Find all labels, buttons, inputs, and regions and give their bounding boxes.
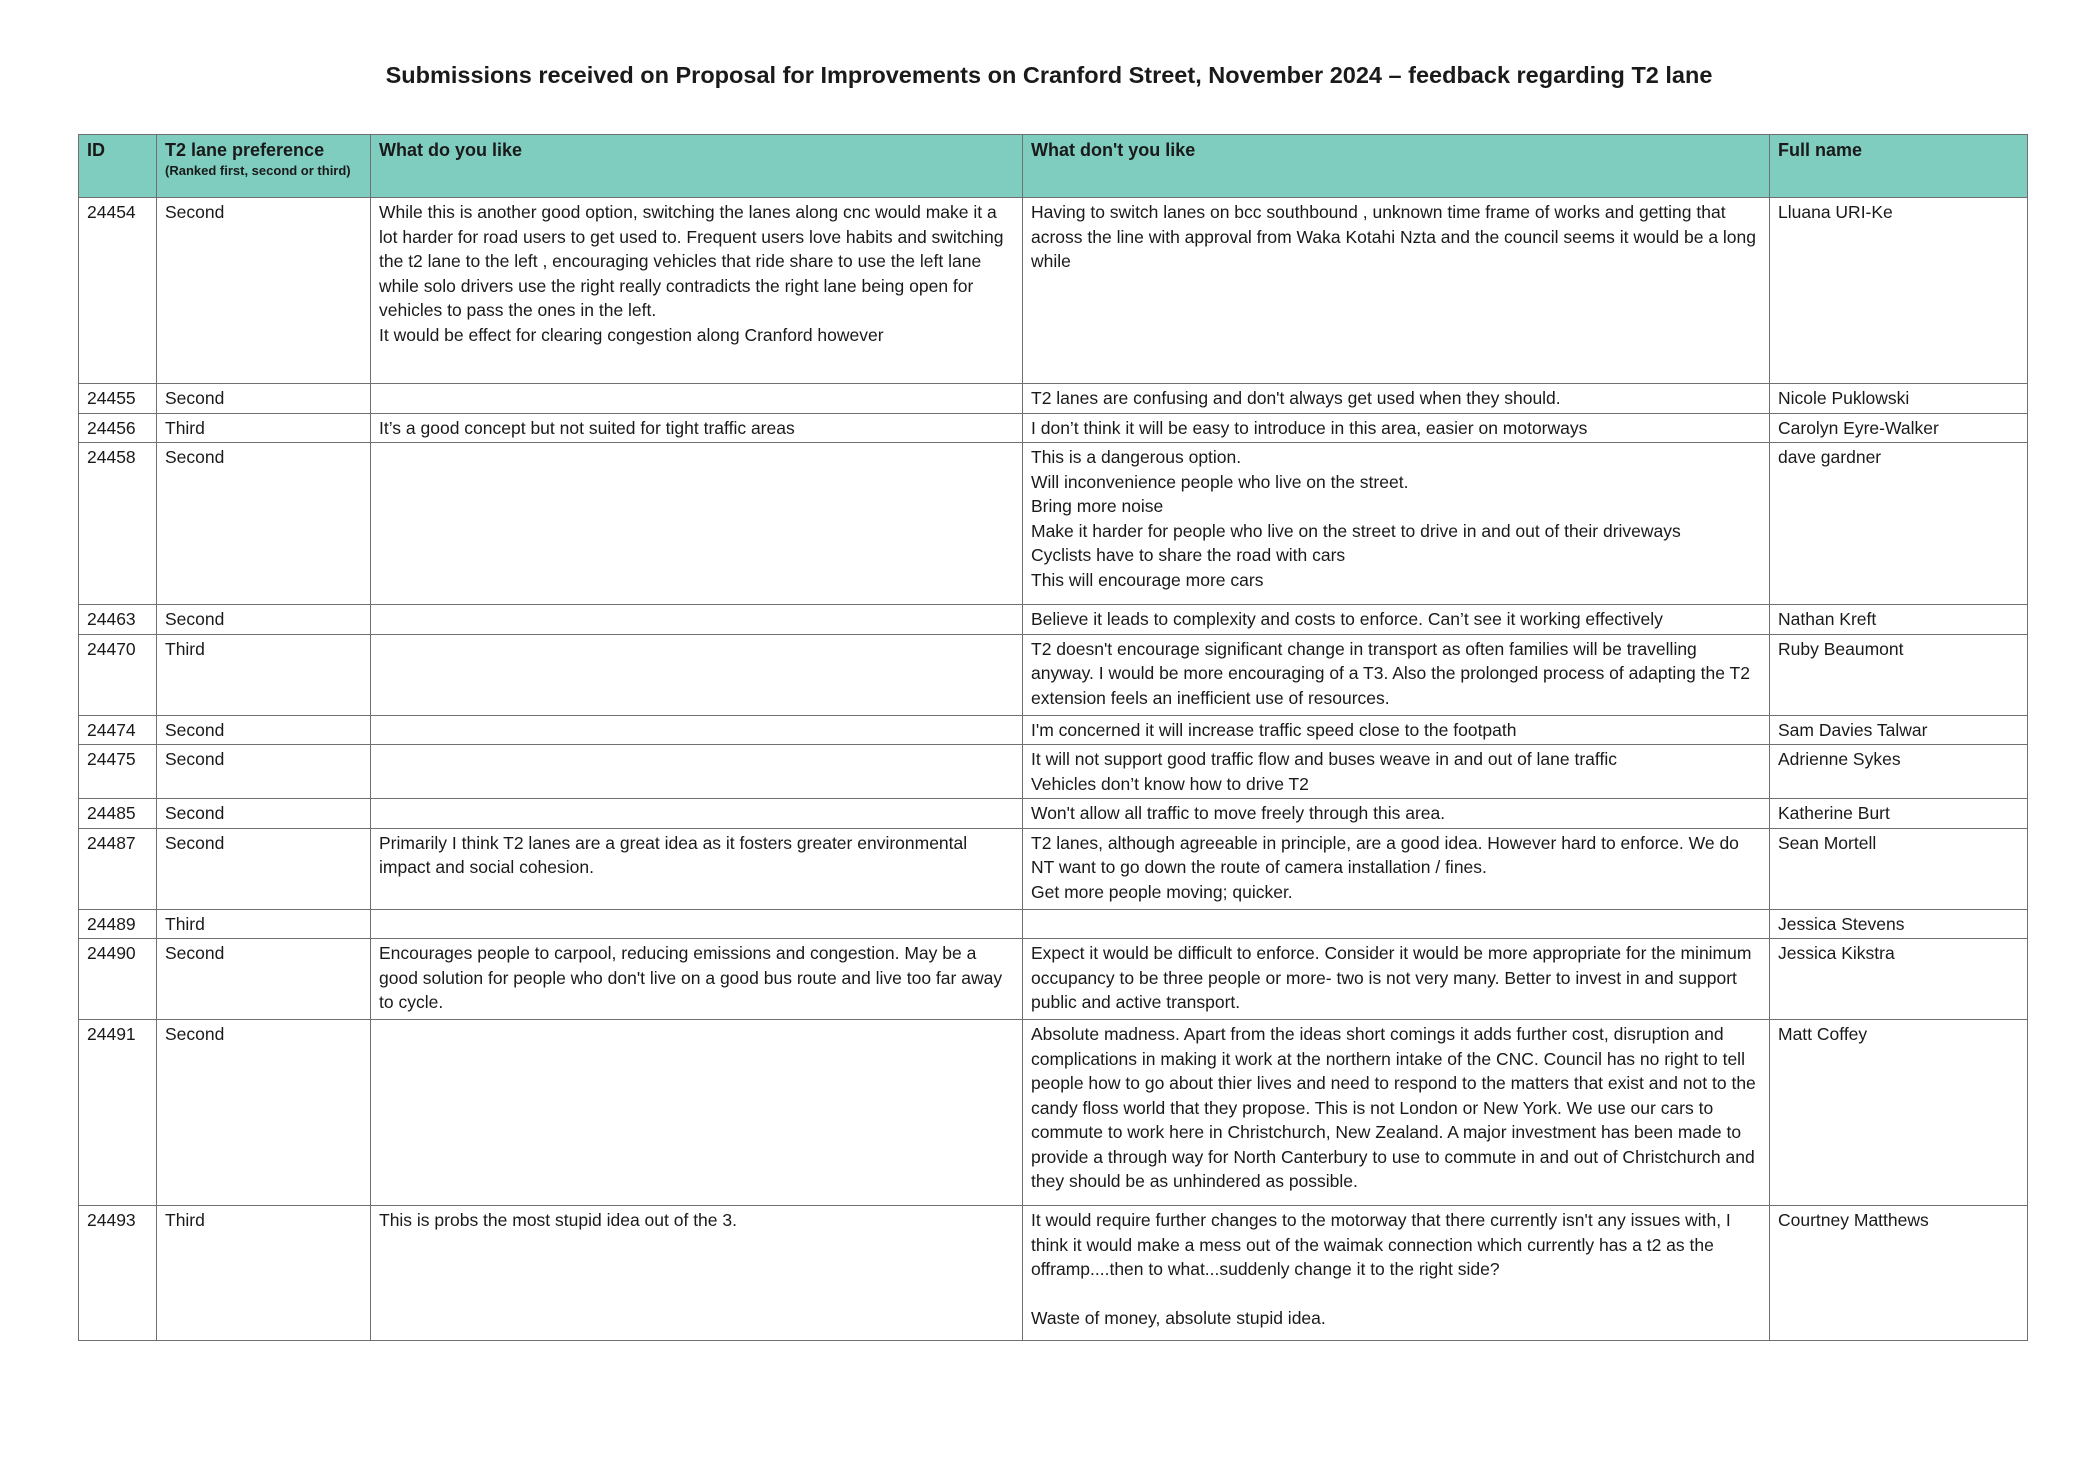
cell-preference: Second bbox=[157, 939, 371, 1020]
column-header-id: ID bbox=[79, 135, 157, 198]
cell-dislikes: Believe it leads to complexity and costs to enforce. Can’t see it working effectively bbox=[1023, 605, 1770, 635]
cell-name: Nicole Puklowski bbox=[1770, 384, 2028, 414]
cell-dislikes: T2 doesn't encourage significant change in transport as often families will be travelling anyway. I would be more encouraging of a T3. Also the prolonged process of adapting the T2 extension feels an inefficient use of resources. bbox=[1023, 634, 1770, 715]
cell-id: 24456 bbox=[79, 413, 157, 443]
cell-dislikes bbox=[1023, 909, 1770, 939]
column-header-dislikes: What don't you like bbox=[1023, 135, 1770, 198]
page-title: Submissions received on Proposal for Improvements on Cranford Street, November 2024 – feedback regarding T2 lane bbox=[385, 62, 1713, 88]
cell-name: dave gardner bbox=[1770, 443, 2028, 605]
cell-dislikes: I'm concerned it will increase traffic speed close to the footpath bbox=[1023, 715, 1770, 745]
cell-preference: Third bbox=[157, 634, 371, 715]
cell-id: 24458 bbox=[79, 443, 157, 605]
cell-likes bbox=[371, 715, 1023, 745]
cell-preference: Third bbox=[157, 1206, 371, 1341]
cell-preference: Second bbox=[157, 828, 371, 909]
cell-dislikes: T2 lanes are confusing and don't always get used when they should. bbox=[1023, 384, 1770, 414]
cell-dislikes: It will not support good traffic flow and buses weave in and out of lane traffic Vehicles don’t know how to drive T2 bbox=[1023, 745, 1770, 799]
cell-id: 24489 bbox=[79, 909, 157, 939]
column-header-likes: What do you like bbox=[371, 135, 1023, 198]
column-header-preference-label: T2 lane preference bbox=[165, 140, 325, 160]
cell-likes bbox=[371, 443, 1023, 605]
table-row bbox=[79, 198, 2028, 384]
cell-id: 24485 bbox=[79, 799, 157, 829]
cell-preference: Third bbox=[157, 413, 371, 443]
cell-id: 24463 bbox=[79, 605, 157, 635]
cell-name: Carolyn Eyre-Walker bbox=[1770, 413, 2028, 443]
column-header-preference-note: (Ranked first, second or third) bbox=[165, 163, 351, 178]
cell-dislikes: Expect it would be difficult to enforce. Consider it would be more appropriate for the minimum occupancy to be three people or more- two is not very many. Better to invest in and support public and active transport. bbox=[1023, 939, 1770, 1020]
cell-id: 24455 bbox=[79, 384, 157, 414]
cell-id: 24491 bbox=[79, 1020, 157, 1206]
cell-preference: Second bbox=[157, 745, 371, 799]
cell-dislikes: T2 lanes, although agreeable in principle, are a good idea. However hard to enforce. We do NT want to go down the route of camera installation / fines. Get more people moving; quicker. bbox=[1023, 828, 1770, 909]
table-row bbox=[79, 443, 2028, 605]
table-row bbox=[79, 799, 2028, 829]
cell-preference: Third bbox=[157, 909, 371, 939]
table-row bbox=[79, 939, 2028, 1020]
table-row bbox=[79, 605, 2028, 635]
cell-likes: While this is another good option, switching the lanes along cnc would make it a lot harder for road users to get used to. Frequent users love habits and switching the t2 lane to the left , encouraging vehicles that ride share to use the left lane while solo drivers use the right really contradicts the right lane being open for vehicles to pass the ones in the left. It would be effect for clearing congestion along Cranford however bbox=[371, 198, 1023, 384]
cell-dislikes: It would require further changes to the motorway that there currently isn't any issues with, I think it would make a mess out of the waimak connection which currently has a t2 as the offramp....then to what...suddenly change it to the right side? Waste of money, absolute stupid idea. bbox=[1023, 1206, 1770, 1341]
cell-name: Matt Coffey bbox=[1770, 1020, 2028, 1206]
column-header-name: Full name bbox=[1770, 135, 2028, 198]
cell-likes bbox=[371, 384, 1023, 414]
column-header-preference bbox=[157, 135, 371, 198]
table-row bbox=[79, 745, 2028, 799]
submissions-table bbox=[78, 134, 2028, 1341]
cell-name: Jessica Kikstra bbox=[1770, 939, 2028, 1020]
cell-preference: Second bbox=[157, 799, 371, 829]
cell-name: Ruby Beaumont bbox=[1770, 634, 2028, 715]
cell-preference: Second bbox=[157, 1020, 371, 1206]
cell-likes: It’s a good concept but not suited for tight traffic areas bbox=[371, 413, 1023, 443]
cell-likes bbox=[371, 909, 1023, 939]
cell-preference: Second bbox=[157, 384, 371, 414]
cell-id: 24490 bbox=[79, 939, 157, 1020]
cell-dislikes: This is a dangerous option. Will inconvenience people who live on the street. Bring more noise Make it harder for people who live on the street to drive in and out of their driveways Cyclists have to share the road with cars This will encourage more cars bbox=[1023, 443, 1770, 605]
cell-name: Sean Mortell bbox=[1770, 828, 2028, 909]
cell-name: Lluana URI-Ke bbox=[1770, 198, 2028, 384]
cell-id: 24475 bbox=[79, 745, 157, 799]
cell-likes bbox=[371, 605, 1023, 635]
table-row bbox=[79, 634, 2028, 715]
cell-name: Katherine Burt bbox=[1770, 799, 2028, 829]
cell-name: Jessica Stevens bbox=[1770, 909, 2028, 939]
cell-id: 24493 bbox=[79, 1206, 157, 1341]
cell-id: 24474 bbox=[79, 715, 157, 745]
cell-preference: Second bbox=[157, 715, 371, 745]
cell-name: Nathan Kreft bbox=[1770, 605, 2028, 635]
cell-preference: Second bbox=[157, 605, 371, 635]
cell-preference: Second bbox=[157, 443, 371, 605]
cell-likes: This is probs the most stupid idea out of the 3. bbox=[371, 1206, 1023, 1341]
cell-likes bbox=[371, 1020, 1023, 1206]
cell-likes: Primarily I think T2 lanes are a great idea as it fosters greater environmental impact and social cohesion. bbox=[371, 828, 1023, 909]
cell-id: 24470 bbox=[79, 634, 157, 715]
cell-id: 24487 bbox=[79, 828, 157, 909]
cell-preference: Second bbox=[157, 198, 371, 384]
cell-name: Adrienne Sykes bbox=[1770, 745, 2028, 799]
cell-dislikes: Absolute madness. Apart from the ideas short comings it adds further cost, disruption and complications in making it work at the northern intake of the CNC. Council has no right to tell people how to go about thier lives and need to respond to the matters that exist and not to the candy floss world that they propose. This is not London or New York. We use our cars to commute to work here in Christchurch, New Zealand. A major investment has been made to provide a through way for North Canterbury to use to commute in and out of Christchurch and they should be as unhindered as possible. bbox=[1023, 1020, 1770, 1206]
cell-likes bbox=[371, 634, 1023, 715]
table-row bbox=[79, 828, 2028, 909]
cell-dislikes: Having to switch lanes on bcc southbound , unknown time frame of works and getting that across the line with approval from Waka Kotahi Nzta and the council seems it would be a long while bbox=[1023, 198, 1770, 384]
cell-likes bbox=[371, 799, 1023, 829]
table-header-row bbox=[79, 135, 2028, 198]
table-row bbox=[79, 1206, 2028, 1341]
cell-name: Sam Davies Talwar bbox=[1770, 715, 2028, 745]
cell-id: 24454 bbox=[79, 198, 157, 384]
table-row bbox=[79, 1020, 2028, 1206]
table-row bbox=[79, 909, 2028, 939]
cell-dislikes: Won't allow all traffic to move freely through this area. bbox=[1023, 799, 1770, 829]
cell-likes bbox=[371, 745, 1023, 799]
cell-dislikes: I don’t think it will be easy to introduce in this area, easier on motorways bbox=[1023, 413, 1770, 443]
cell-likes: Encourages people to carpool, reducing emissions and congestion. May be a good solution for people who don't live on a good bus route and live too far away to cycle. bbox=[371, 939, 1023, 1020]
table-row bbox=[79, 413, 2028, 443]
table-row bbox=[79, 384, 2028, 414]
cell-name: Courtney Matthews bbox=[1770, 1206, 2028, 1341]
table-row bbox=[79, 715, 2028, 745]
